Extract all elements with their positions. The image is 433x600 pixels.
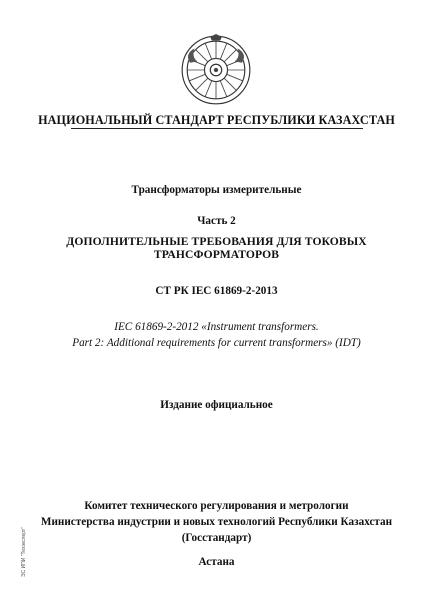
iec-reference-line1: IEC 61869-2-2012 «Instrument transformers. (114, 321, 319, 333)
organization-line3: (Госстандарт) (181, 532, 252, 544)
organization-line1: Комитет технического регулирования и метрологии (84, 500, 349, 512)
edition-label: Издание официальное (160, 399, 273, 411)
organization-line2: Министерства индустрии и новых технологий Республики Казахстан (40, 516, 393, 528)
document-subject: Трансформаторы измерительные (131, 184, 302, 196)
iec-reference-line2: Part 2: Additional requirements for current transformers» (IDT) (72, 337, 361, 349)
document-part: Часть 2 (197, 215, 236, 227)
document-title-line2: ТРАНСФОРМАТОРОВ (153, 248, 280, 261)
title-underline (71, 128, 363, 129)
publication-city: Астана (198, 556, 235, 568)
standard-code: СТ РК IEC 61869-2-2013 (155, 285, 278, 297)
kazakhstan-emblem-icon (180, 34, 252, 106)
side-watermark-note: ЭС ИПИ "Техэксперт" (21, 527, 27, 578)
document-title-line1: ДОПОЛНИТЕЛЬНЫЕ ТРЕБОВАНИЯ ДЛЯ ТОКОВЫХ (66, 235, 367, 248)
standard-title: НАЦИОНАЛЬНЫЙ СТАНДАРТ РЕСПУБЛИКИ КАЗАХСТАН (38, 113, 395, 127)
